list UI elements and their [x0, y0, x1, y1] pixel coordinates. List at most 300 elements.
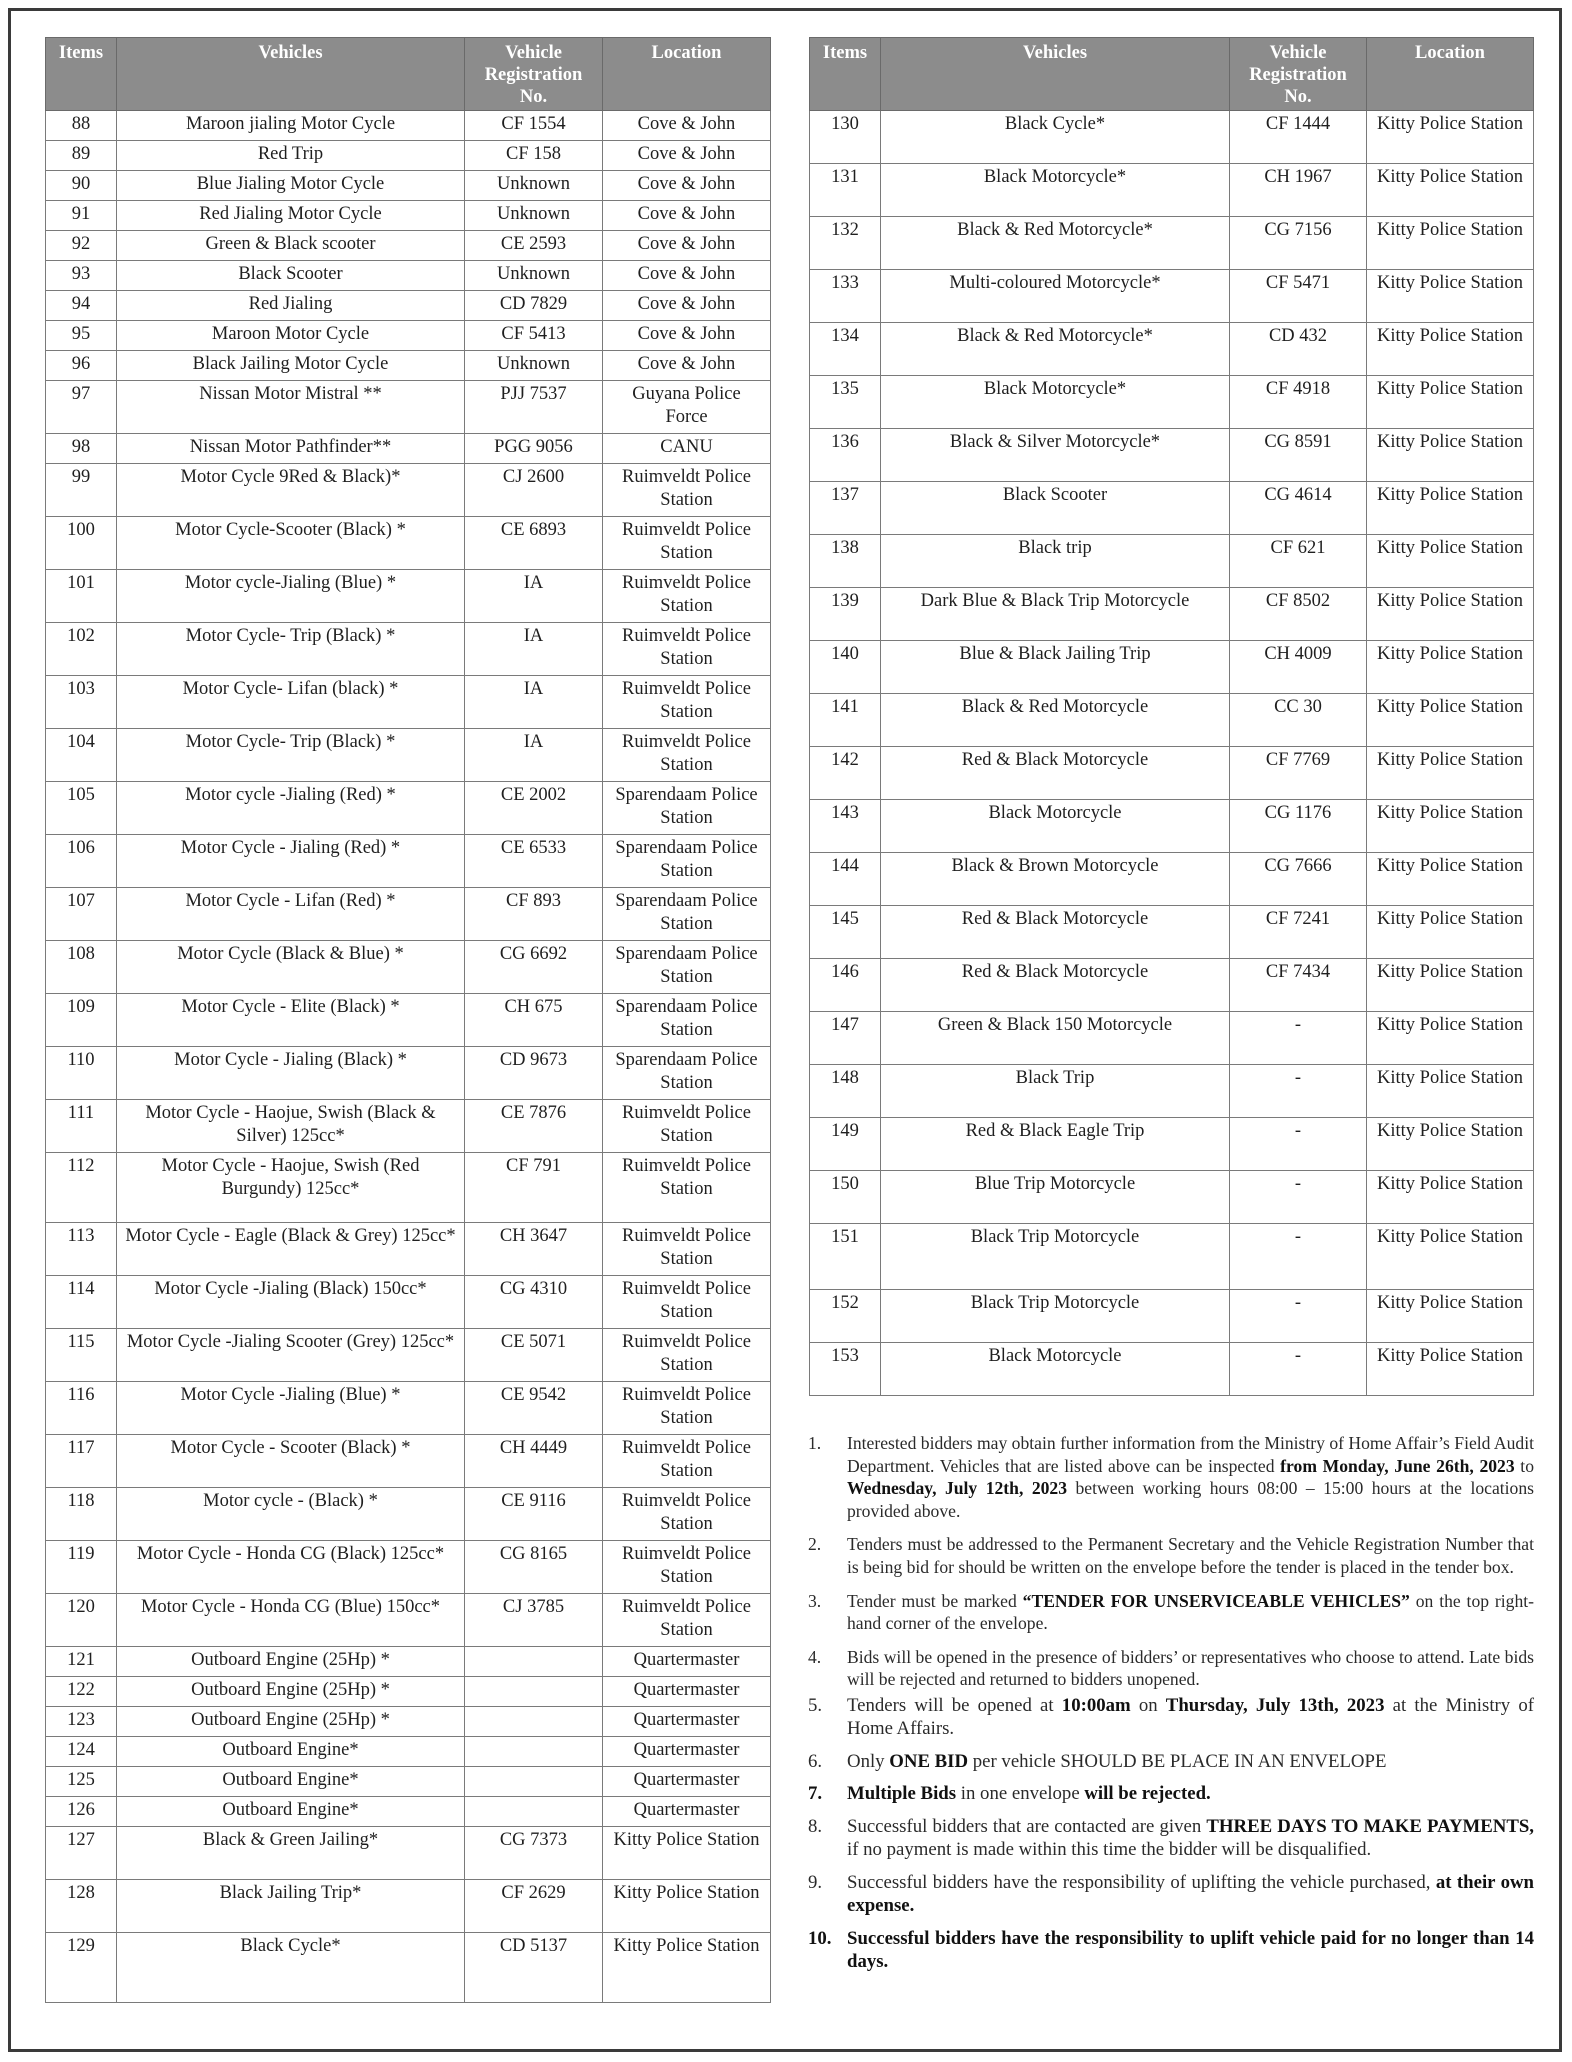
table-row	[46, 1329, 771, 1382]
item-cell: 112	[46, 1153, 117, 1223]
vehicle-cell: Black Trip Motorcycle	[881, 1290, 1230, 1343]
registration-cell: CF 4918	[1230, 376, 1367, 429]
location-cell: Quartermaster	[603, 1737, 771, 1767]
location-cell: Cove & John	[603, 231, 771, 261]
location-cell: Ruimveldt Police Station	[603, 1488, 771, 1541]
item-cell: 116	[46, 1382, 117, 1435]
item-cell: 106	[46, 835, 117, 888]
registration-cell: CH 675	[465, 994, 603, 1047]
table-row	[810, 1012, 1534, 1065]
vehicle-cell: Outboard Engine (25Hp) *	[117, 1707, 465, 1737]
location-cell: Quartermaster	[603, 1767, 771, 1797]
location-cell: Quartermaster	[603, 1797, 771, 1827]
note-number: 5.	[808, 1694, 823, 1716]
location-cell: Kitty Police Station	[1367, 959, 1534, 1012]
location-cell: Kitty Police Station	[1367, 164, 1534, 217]
location-cell: Sparendaam Police Station	[603, 941, 771, 994]
note-number: 8.	[808, 1815, 823, 1837]
location-cell: Sparendaam Police Station	[603, 782, 771, 835]
registration-cell: CG 8165	[465, 1541, 603, 1594]
registration-cell: Unknown	[465, 171, 603, 201]
vehicle-table-left	[45, 37, 771, 2003]
location-cell: Kitty Police Station	[1367, 376, 1534, 429]
location-cell: Ruimveldt Police Station	[603, 570, 771, 623]
table-row	[810, 482, 1534, 535]
item-cell: 137	[810, 482, 881, 535]
note-5	[808, 1694, 1534, 1741]
table-row	[810, 164, 1534, 217]
table-row	[46, 171, 771, 201]
table-row	[46, 676, 771, 729]
table-row	[46, 141, 771, 171]
location-cell: Ruimveldt Police Station	[603, 1594, 771, 1647]
item-cell: 127	[46, 1827, 117, 1880]
vehicle-cell: Outboard Engine*	[117, 1767, 465, 1797]
vehicle-cell: Motor Cycle 9Red & Black)*	[117, 464, 465, 517]
item-cell: 141	[810, 694, 881, 747]
item-cell: 124	[46, 1737, 117, 1767]
vehicle-cell: Black Scooter	[881, 482, 1230, 535]
vehicle-cell: Outboard Engine (25Hp) *	[117, 1677, 465, 1707]
table-row	[810, 800, 1534, 853]
vehicle-cell: Motor Cycle - Scooter (Black) *	[117, 1435, 465, 1488]
vehicle-cell: Blue Jialing Motor Cycle	[117, 171, 465, 201]
item-cell: 126	[46, 1797, 117, 1827]
location-cell: Ruimveldt Police Station	[603, 1100, 771, 1153]
item-cell: 95	[46, 321, 117, 351]
item-cell: 142	[810, 747, 881, 800]
item-cell: 148	[810, 1065, 881, 1118]
location-cell: Sparendaam Police Station	[603, 994, 771, 1047]
header-registration: Vehicle Registration No.	[465, 38, 603, 111]
location-cell: Ruimveldt Police Station	[603, 1329, 771, 1382]
table-row	[46, 1827, 771, 1880]
vehicle-cell: Black Motorcycle*	[881, 164, 1230, 217]
item-cell: 153	[810, 1343, 881, 1396]
vehicle-cell: Black & Red Motorcycle*	[881, 217, 1230, 270]
item-cell: 131	[810, 164, 881, 217]
item-cell: 119	[46, 1541, 117, 1594]
location-cell: Kitty Police Station	[1367, 1171, 1534, 1224]
registration-cell: CE 2002	[465, 782, 603, 835]
location-cell: Kitty Police Station	[603, 1827, 771, 1880]
registration-cell: CG 1176	[1230, 800, 1367, 853]
item-cell: 111	[46, 1100, 117, 1153]
table-row	[46, 1435, 771, 1488]
registration-cell: CH 1967	[1230, 164, 1367, 217]
item-cell: 103	[46, 676, 117, 729]
registration-cell: CH 4449	[465, 1435, 603, 1488]
vehicle-cell: Motor Cycle - Haojue, Swish (Red Burgundy) 125cc*	[117, 1153, 465, 1223]
vehicle-cell: Black & Green Jailing*	[117, 1827, 465, 1880]
vehicle-cell: Maroon Motor Cycle	[117, 321, 465, 351]
registration-cell	[465, 1647, 603, 1677]
registration-cell: IA	[465, 623, 603, 676]
table-row	[46, 1647, 771, 1677]
location-cell: Cove & John	[603, 291, 771, 321]
vehicle-cell: Motor cycle -Jialing (Red) *	[117, 782, 465, 835]
registration-cell: IA	[465, 676, 603, 729]
registration-cell: CG 8591	[1230, 429, 1367, 482]
item-cell: 121	[46, 1647, 117, 1677]
note-number: 7.	[808, 1783, 823, 1805]
location-cell: Kitty Police Station	[1367, 270, 1534, 323]
location-cell: Ruimveldt Police Station	[603, 464, 771, 517]
table-row	[810, 694, 1534, 747]
note-text: Multiple Bids in one envelope will be rejected.	[847, 1783, 1211, 1805]
item-cell: 104	[46, 729, 117, 782]
header-items: Items	[810, 38, 881, 111]
table-row	[810, 853, 1534, 906]
table-row	[46, 291, 771, 321]
registration-cell: -	[1230, 1343, 1367, 1396]
table-row	[810, 376, 1534, 429]
vehicle-cell: Red Jialing	[117, 291, 465, 321]
note-1	[808, 1432, 1534, 1522]
vehicle-cell: Motor Cycle - Jialing (Black) *	[117, 1047, 465, 1100]
vehicle-cell: Nissan Motor Pathfinder**	[117, 434, 465, 464]
location-cell: Kitty Police Station	[1367, 323, 1534, 376]
table-row	[46, 623, 771, 676]
vehicle-cell: Blue & Black Jailing Trip	[881, 641, 1230, 694]
location-cell: Cove & John	[603, 351, 771, 381]
item-cell: 98	[46, 434, 117, 464]
location-cell: Ruimveldt Police Station	[603, 517, 771, 570]
note-text: Tenders will be opened at 10:00am on Thursday, July 13th, 2023 at the Ministry of Home Affairs.	[847, 1694, 1535, 1740]
registration-cell	[465, 1797, 603, 1827]
location-cell: Cove & John	[603, 201, 771, 231]
registration-cell: CF 7241	[1230, 906, 1367, 959]
item-cell: 118	[46, 1488, 117, 1541]
location-cell: Kitty Police Station	[1367, 641, 1534, 694]
vehicle-cell: Motor Cycle - Haojue, Swish (Black & Silver) 125cc*	[117, 1100, 465, 1153]
note-3	[808, 1590, 1534, 1635]
location-cell: Kitty Police Station	[1367, 217, 1534, 270]
vehicle-cell: Red Jialing Motor Cycle	[117, 201, 465, 231]
note-text: Interested bidders may obtain further information from the Ministry of Home Affair’s Field Audit Department. Vehicles that are listed above can be inspected from Monday, June 26th, 2023 to Wednesday, July 12th, 2023 between working hours 08:00 – 15:00 hours at the locations provided above.	[847, 1433, 1534, 1521]
vehicle-cell: Maroon jialing Motor Cycle	[117, 111, 465, 141]
table-row	[46, 782, 771, 835]
location-cell: Kitty Police Station	[1367, 588, 1534, 641]
vehicle-cell: Outboard Engine*	[117, 1737, 465, 1767]
location-cell: Kitty Police Station	[1367, 800, 1534, 853]
table-row	[46, 1223, 771, 1276]
table-row	[46, 111, 771, 141]
location-cell: Quartermaster	[603, 1677, 771, 1707]
header-items: Items	[46, 38, 117, 111]
vehicle-cell: Black Cycle*	[117, 1933, 465, 2003]
location-cell: Kitty Police Station	[603, 1880, 771, 1933]
item-cell: 109	[46, 994, 117, 1047]
location-cell: Ruimveldt Police Station	[603, 1382, 771, 1435]
location-cell: Kitty Police Station	[1367, 1343, 1534, 1396]
item-cell: 123	[46, 1707, 117, 1737]
vehicle-cell: Black Trip	[881, 1065, 1230, 1118]
registration-cell: Unknown	[465, 261, 603, 291]
item-cell: 89	[46, 141, 117, 171]
vehicle-cell: Green & Black 150 Motorcycle	[881, 1012, 1230, 1065]
vehicle-cell: Motor Cycle - Lifan (Red) *	[117, 888, 465, 941]
location-cell: Ruimveldt Police Station	[603, 1153, 771, 1223]
location-cell: Kitty Police Station	[1367, 853, 1534, 906]
table-row	[810, 959, 1534, 1012]
note-number: 2.	[808, 1534, 822, 1555]
vehicle-cell: Motor Cycle- Lifan (black) *	[117, 676, 465, 729]
location-cell: Ruimveldt Police Station	[603, 729, 771, 782]
registration-cell	[465, 1677, 603, 1707]
item-cell: 145	[810, 906, 881, 959]
item-cell: 93	[46, 261, 117, 291]
location-cell: Kitty Police Station	[1367, 694, 1534, 747]
vehicle-cell: Black Scooter	[117, 261, 465, 291]
location-cell: Quartermaster	[603, 1647, 771, 1677]
vehicle-cell: Motor Cycle- Trip (Black) *	[117, 623, 465, 676]
table-row	[46, 1276, 771, 1329]
table-row	[810, 323, 1534, 376]
location-cell: Kitty Police Station	[1367, 111, 1534, 164]
vehicle-cell: Red & Black Motorcycle	[881, 747, 1230, 800]
registration-cell: CF 7434	[1230, 959, 1367, 1012]
table-row	[810, 1290, 1534, 1343]
table-row	[810, 641, 1534, 694]
vehicle-cell: Nissan Motor Mistral **	[117, 381, 465, 434]
item-cell: 90	[46, 171, 117, 201]
table-row	[46, 570, 771, 623]
location-cell: Kitty Police Station	[1367, 535, 1534, 588]
registration-cell: -	[1230, 1118, 1367, 1171]
table-row	[46, 231, 771, 261]
vehicle-cell: Black Trip Motorcycle	[881, 1224, 1230, 1290]
location-cell: Kitty Police Station	[603, 1933, 771, 2003]
item-cell: 150	[810, 1171, 881, 1224]
registration-cell: CF 5413	[465, 321, 603, 351]
item-cell: 138	[810, 535, 881, 588]
registration-cell: CF 1554	[465, 111, 603, 141]
registration-cell: CF 791	[465, 1153, 603, 1223]
location-cell: Kitty Police Station	[1367, 1224, 1534, 1290]
vehicle-cell: Multi-coloured Motorcycle*	[881, 270, 1230, 323]
table-row	[46, 729, 771, 782]
vehicle-cell: Motor cycle-Jialing (Blue) *	[117, 570, 465, 623]
table-row	[46, 994, 771, 1047]
table-row	[46, 1100, 771, 1153]
item-cell: 107	[46, 888, 117, 941]
note-2	[808, 1533, 1534, 1578]
vehicle-cell: Motor Cycle - Honda CG (Blue) 150cc*	[117, 1594, 465, 1647]
location-cell: Guyana Police Force	[603, 381, 771, 434]
item-cell: 134	[810, 323, 881, 376]
vehicle-table-right	[809, 37, 1534, 1396]
registration-cell: -	[1230, 1290, 1367, 1343]
note-text: Bids will be opened in the presence of bidders’ or representatives who choose to attend. Late bids will be rejected and returned to bidders unopened.	[847, 1646, 1534, 1690]
table-row	[46, 1488, 771, 1541]
note-text: Only ONE BID per vehicle SHOULD BE PLACE IN AN ENVELOPE	[847, 1750, 1387, 1772]
vehicle-cell: Red Trip	[117, 141, 465, 171]
registration-cell: CE 9542	[465, 1382, 603, 1435]
item-cell: 114	[46, 1276, 117, 1329]
table-row	[46, 1797, 771, 1827]
item-cell: 140	[810, 641, 881, 694]
vehicle-cell: Motor Cycle (Black & Blue) *	[117, 941, 465, 994]
vehicle-cell: Black Jailing Motor Cycle	[117, 351, 465, 381]
note-4	[808, 1646, 1534, 1691]
vehicle-cell: Black Motorcycle*	[881, 376, 1230, 429]
note-text: Successful bidders have the responsibility to uplift vehicle paid for no longer than 14 days.	[847, 1927, 1534, 1973]
registration-cell: IA	[465, 570, 603, 623]
item-cell: 99	[46, 464, 117, 517]
item-cell: 113	[46, 1223, 117, 1276]
table-row	[810, 1118, 1534, 1171]
item-cell: 108	[46, 941, 117, 994]
note-text: Successful bidders have the responsibility of uplifting the vehicle purchased, at their own expense.	[847, 1871, 1534, 1917]
registration-cell: CJ 3785	[465, 1594, 603, 1647]
table-row	[46, 1933, 771, 2003]
registration-cell: CC 30	[1230, 694, 1367, 747]
registration-cell: -	[1230, 1065, 1367, 1118]
registration-cell: CG 7666	[1230, 853, 1367, 906]
registration-cell: CG 6692	[465, 941, 603, 994]
vehicle-cell: Black trip	[881, 535, 1230, 588]
vehicle-cell: Outboard Engine (25Hp) *	[117, 1647, 465, 1677]
note-number: 9.	[808, 1871, 823, 1893]
item-cell: 144	[810, 853, 881, 906]
item-cell: 130	[810, 111, 881, 164]
item-cell: 92	[46, 231, 117, 261]
note-9	[808, 1871, 1534, 1918]
registration-cell: Unknown	[465, 201, 603, 231]
item-cell: 110	[46, 1047, 117, 1100]
vehicle-cell: Motor Cycle -Jialing (Blue) *	[117, 1382, 465, 1435]
item-cell: 136	[810, 429, 881, 482]
location-cell: Quartermaster	[603, 1707, 771, 1737]
vehicle-cell: Black Motorcycle	[881, 800, 1230, 853]
table-row	[810, 535, 1534, 588]
item-cell: 122	[46, 1677, 117, 1707]
location-cell: Ruimveldt Police Station	[603, 1435, 771, 1488]
registration-cell: CE 7876	[465, 1100, 603, 1153]
item-cell: 128	[46, 1880, 117, 1933]
table-row	[46, 381, 771, 434]
vehicle-cell: Motor Cycle -Jialing Scooter (Grey) 125cc*	[117, 1329, 465, 1382]
registration-cell: PGG 9056	[465, 434, 603, 464]
table-row	[810, 429, 1534, 482]
registration-cell: -	[1230, 1012, 1367, 1065]
registration-cell: Unknown	[465, 351, 603, 381]
location-cell: Cove & John	[603, 261, 771, 291]
table-row	[46, 351, 771, 381]
location-cell: Kitty Police Station	[1367, 1118, 1534, 1171]
item-cell: 96	[46, 351, 117, 381]
vehicle-cell: Green & Black scooter	[117, 231, 465, 261]
header-location: Location	[603, 38, 771, 111]
table-row	[810, 111, 1534, 164]
table-row	[46, 888, 771, 941]
table-row	[46, 464, 771, 517]
item-cell: 105	[46, 782, 117, 835]
registration-cell: CF 158	[465, 141, 603, 171]
item-cell: 91	[46, 201, 117, 231]
note-text: Tender must be marked “TENDER FOR UNSERVICEABLE VEHICLES” on the top right-hand corner of the envelope.	[847, 1590, 1534, 1634]
registration-cell: CE 2593	[465, 231, 603, 261]
item-cell: 88	[46, 111, 117, 141]
header-vehicles: Vehicles	[881, 38, 1230, 111]
registration-cell: CD 7829	[465, 291, 603, 321]
location-cell: Ruimveldt Police Station	[603, 623, 771, 676]
table-header-row	[810, 38, 1534, 111]
note-number: 3.	[808, 1590, 822, 1611]
location-cell: Cove & John	[603, 171, 771, 201]
table-row	[810, 588, 1534, 641]
item-cell: 139	[810, 588, 881, 641]
item-cell: 135	[810, 376, 881, 429]
location-cell: Kitty Police Station	[1367, 482, 1534, 535]
table-row	[810, 1171, 1534, 1224]
registration-cell: CF 621	[1230, 535, 1367, 588]
header-vehicles: Vehicles	[117, 38, 465, 111]
item-cell: 97	[46, 381, 117, 434]
table-row	[810, 1065, 1534, 1118]
vehicle-cell: Motor Cycle - Honda CG (Black) 125cc*	[117, 1541, 465, 1594]
location-cell: Sparendaam Police Station	[603, 835, 771, 888]
registration-cell: PJJ 7537	[465, 381, 603, 434]
table-row	[46, 1677, 771, 1707]
registration-cell: CF 893	[465, 888, 603, 941]
vehicle-cell: Dark Blue & Black Trip Motorcycle	[881, 588, 1230, 641]
table-row	[46, 941, 771, 994]
registration-cell: CE 6533	[465, 835, 603, 888]
item-cell: 117	[46, 1435, 117, 1488]
table-row	[46, 835, 771, 888]
registration-cell: CD 9673	[465, 1047, 603, 1100]
registration-cell: CH 3647	[465, 1223, 603, 1276]
registration-cell: CJ 2600	[465, 464, 603, 517]
location-cell: Ruimveldt Police Station	[603, 1276, 771, 1329]
registration-cell: CE 9116	[465, 1488, 603, 1541]
location-cell: Kitty Police Station	[1367, 1065, 1534, 1118]
table-row	[46, 1880, 771, 1933]
location-cell: Kitty Police Station	[1367, 429, 1534, 482]
vehicle-cell: Black Cycle*	[881, 111, 1230, 164]
item-cell: 151	[810, 1224, 881, 1290]
registration-cell: CH 4009	[1230, 641, 1367, 694]
note-text: Successful bidders that are contacted are given THREE DAYS TO MAKE PAYMENTS, if no payment is made within this time the bidder will be disqualified.	[847, 1815, 1534, 1861]
location-cell: Sparendaam Police Station	[603, 1047, 771, 1100]
vehicle-cell: Red & Black Motorcycle	[881, 959, 1230, 1012]
location-cell: Kitty Police Station	[1367, 747, 1534, 800]
location-cell: Kitty Police Station	[1367, 1290, 1534, 1343]
item-cell: 143	[810, 800, 881, 853]
location-cell: CANU	[603, 434, 771, 464]
registration-cell: CF 8502	[1230, 588, 1367, 641]
note-10	[808, 1927, 1534, 1974]
table-row	[46, 1767, 771, 1797]
item-cell: 101	[46, 570, 117, 623]
vehicle-cell: Red & Black Motorcycle	[881, 906, 1230, 959]
vehicle-cell: Blue Trip Motorcycle	[881, 1171, 1230, 1224]
location-cell: Cove & John	[603, 111, 771, 141]
note-6	[808, 1750, 1534, 1774]
note-number: 1.	[808, 1433, 822, 1453]
table-row	[810, 747, 1534, 800]
registration-cell: CD 5137	[465, 1933, 603, 2003]
item-cell: 94	[46, 291, 117, 321]
vehicle-cell: Black & Brown Motorcycle	[881, 853, 1230, 906]
vehicle-cell: Black Jailing Trip*	[117, 1880, 465, 1933]
table-row	[46, 1707, 771, 1737]
registration-cell: CF 1444	[1230, 111, 1367, 164]
registration-cell: CE 5071	[465, 1329, 603, 1382]
item-cell: 102	[46, 623, 117, 676]
